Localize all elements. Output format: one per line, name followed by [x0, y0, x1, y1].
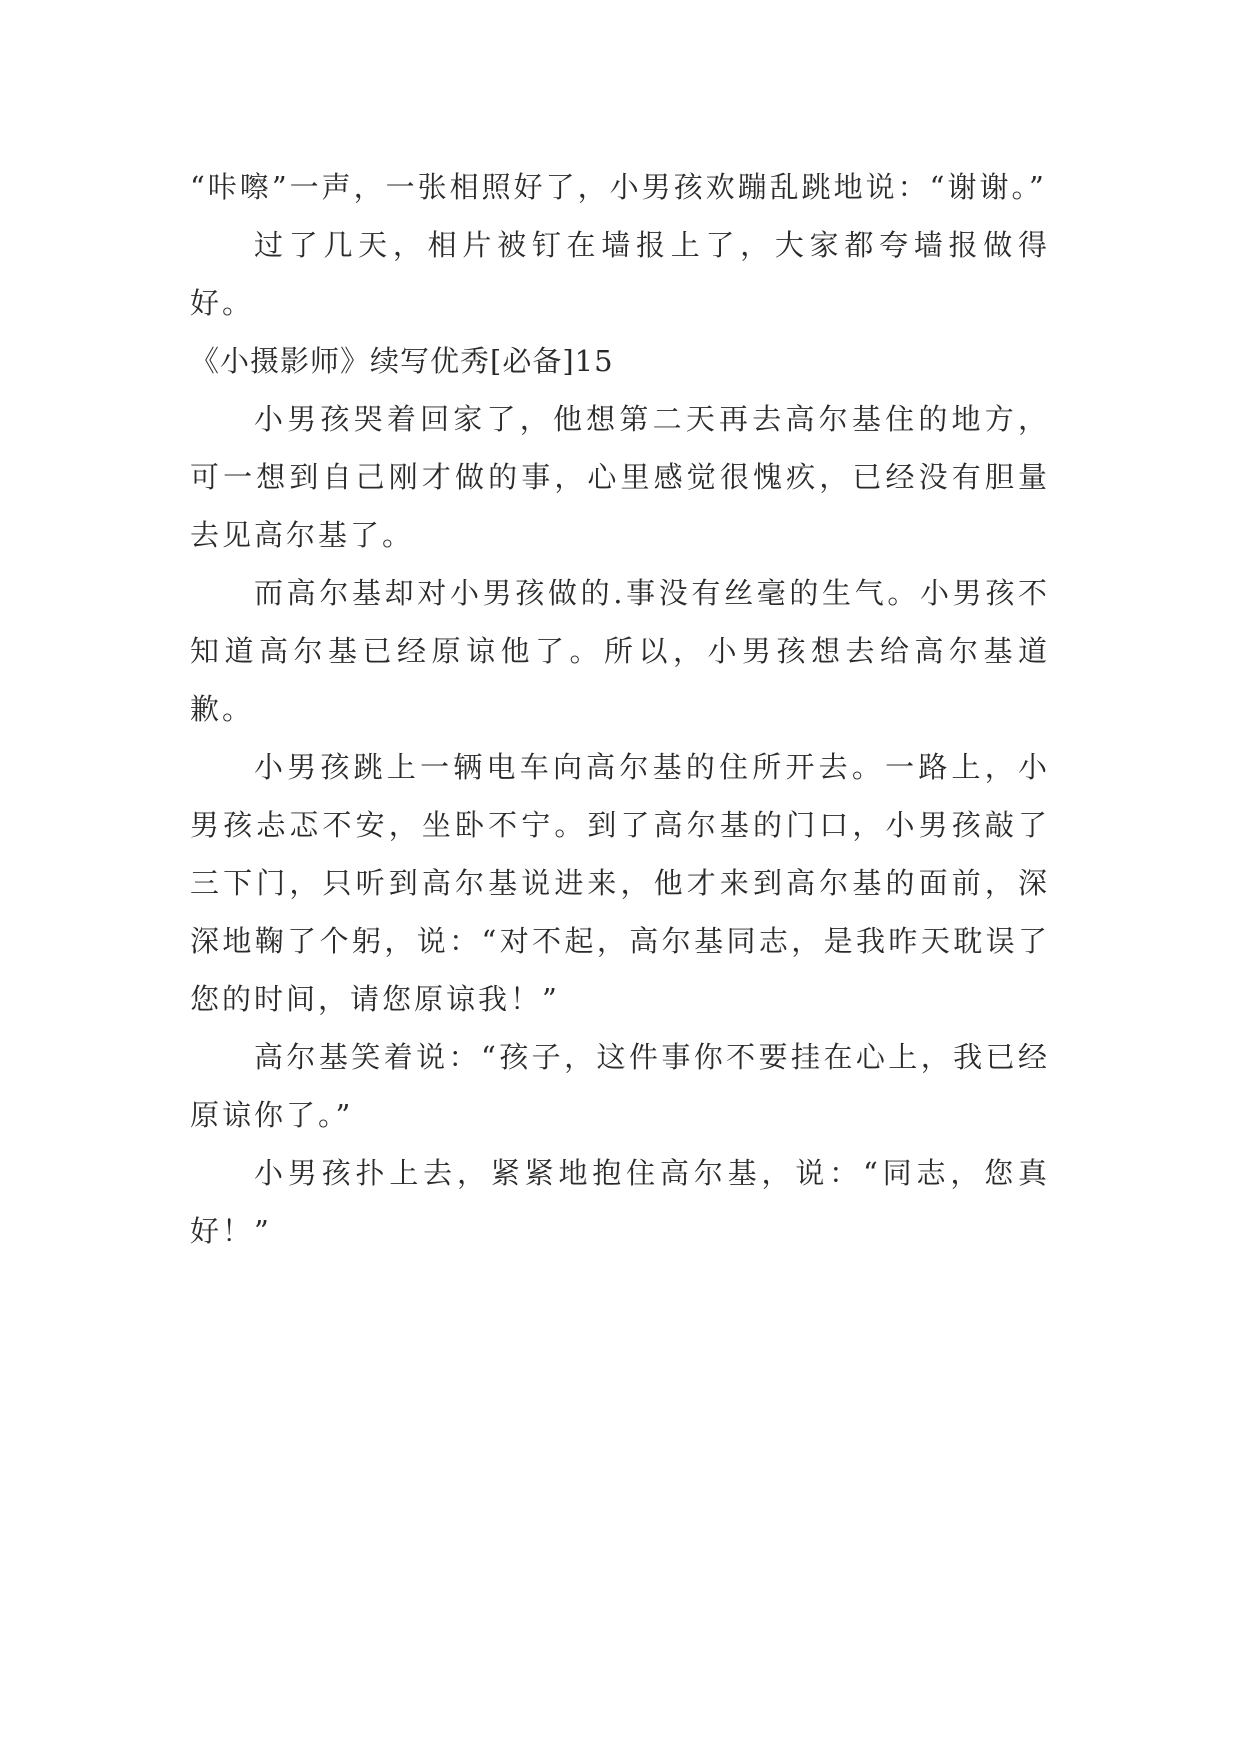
paragraph-gorky-replies: 高尔基笑着说：“孩子，这件事你不要挂在心上，我已经原谅你了。”	[190, 1040, 1050, 1132]
paragraph-boy-hugs: 小男孩扑上去，紧紧地抱住高尔基，说：“同志，您真好！”	[190, 1156, 1050, 1248]
paragraph-boy-cries: 小男孩哭着回家了，他想第二天再去高尔基住的地方，可一想到自己刚才做的事，心里感觉很愧疚，已经没有胆量去见高尔基了。	[190, 402, 1050, 552]
paragraph-wall-newspaper: 过了几天，相片被钉在墙报上了，大家都夸墙报做得好。	[190, 228, 1050, 320]
section-heading: 《小摄影师》续写优秀[必备]15	[190, 344, 614, 378]
document-body	[190, 158, 1050, 1260]
paragraph-boy-visits: 小男孩跳上一辆电车向高尔基的住所开去。一路上，小男孩忐忑不安，坐卧不宁。到了高尔基的门口，小男孩敲了三下门，只听到高尔基说进来，他才来到高尔基的面前，深深地鞠了个躬，说：“对不起，高尔基同志，是我昨天耽误了您的时间，请您原谅我！”	[190, 750, 1050, 1016]
paragraph-gorky-forgives: 而高尔基却对小男孩做的.事没有丝毫的生气。小男孩不知道高尔基已经原谅他了。所以，小男孩想去给高尔基道歉。	[190, 576, 1050, 726]
paragraph-photo-taken: “咔嚓”一声，一张相照好了，小男孩欢蹦乱跳地说：“谢谢。”	[190, 170, 1047, 204]
